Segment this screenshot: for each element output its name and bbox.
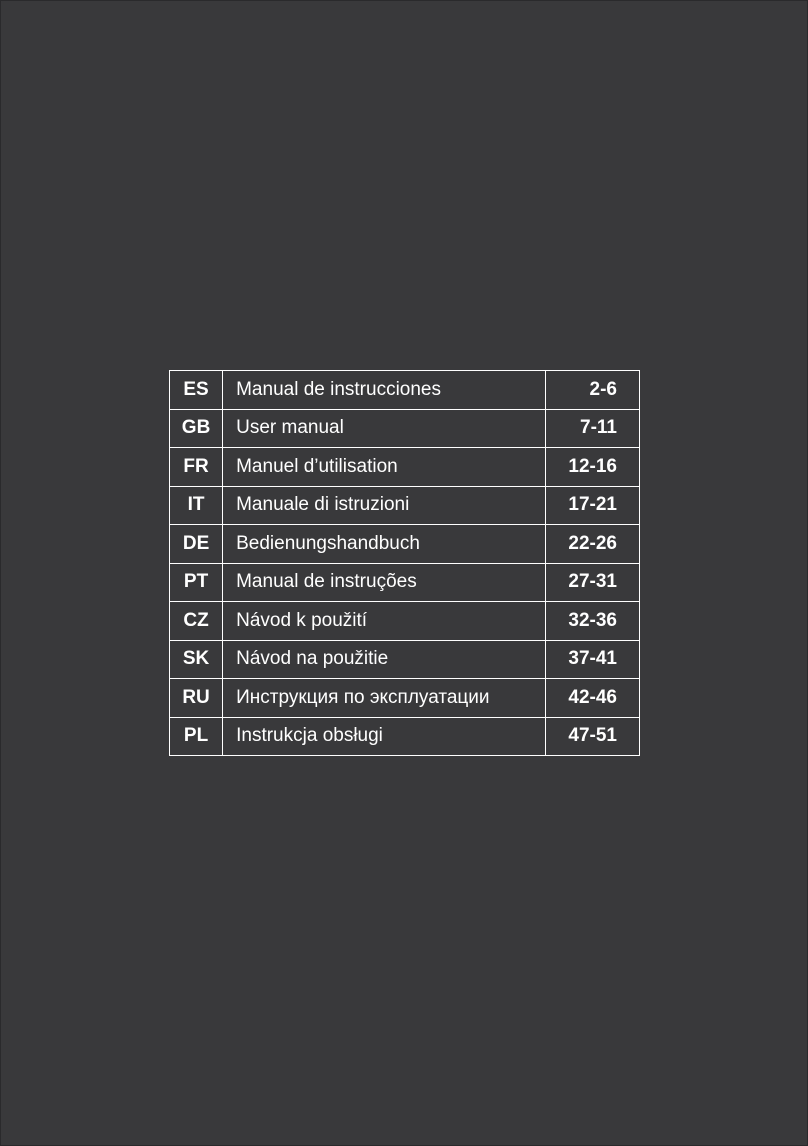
table-row: [170, 525, 640, 564]
page-range: 17-21: [545, 486, 639, 525]
table-row: [170, 448, 640, 487]
page-range: 37-41: [545, 640, 639, 679]
language-code: GB: [170, 409, 223, 448]
language-code: PL: [170, 717, 223, 756]
language-code: CZ: [170, 602, 223, 641]
manual-title: Návod na použitie: [223, 640, 546, 679]
language-code: SK: [170, 640, 223, 679]
manual-title: Manual de instrucciones: [223, 371, 546, 410]
language-code: DE: [170, 525, 223, 564]
page-range: 42-46: [545, 679, 639, 718]
table-row: [170, 409, 640, 448]
language-index-table: [169, 370, 640, 756]
table-row: [170, 640, 640, 679]
page-range: 32-36: [545, 602, 639, 641]
language-code: PT: [170, 563, 223, 602]
language-code: ES: [170, 371, 223, 410]
manual-title: Manuale di istruzioni: [223, 486, 546, 525]
page-range: 27-31: [545, 563, 639, 602]
table-row: [170, 717, 640, 756]
page-range: 22-26: [545, 525, 639, 564]
manual-title: Návod k použití: [223, 602, 546, 641]
table-row: [170, 602, 640, 641]
table-row: [170, 371, 640, 410]
language-code: FR: [170, 448, 223, 487]
table-row: [170, 486, 640, 525]
table-row: [170, 563, 640, 602]
manual-title: Bedienungshandbuch: [223, 525, 546, 564]
manual-title: User manual: [223, 409, 546, 448]
manual-title: Instrukcja obsługi: [223, 717, 546, 756]
manual-title: Manual de instruções: [223, 563, 546, 602]
page-range: 47-51: [545, 717, 639, 756]
page-range: 2-6: [545, 371, 639, 410]
page-range: 7-11: [545, 409, 639, 448]
table-row: [170, 679, 640, 718]
manual-title: Manuel d’utilisation: [223, 448, 546, 487]
language-code: RU: [170, 679, 223, 718]
page-range: 12-16: [545, 448, 639, 487]
manual-title: Инструкция по эксплуатации: [223, 679, 546, 718]
language-code: IT: [170, 486, 223, 525]
